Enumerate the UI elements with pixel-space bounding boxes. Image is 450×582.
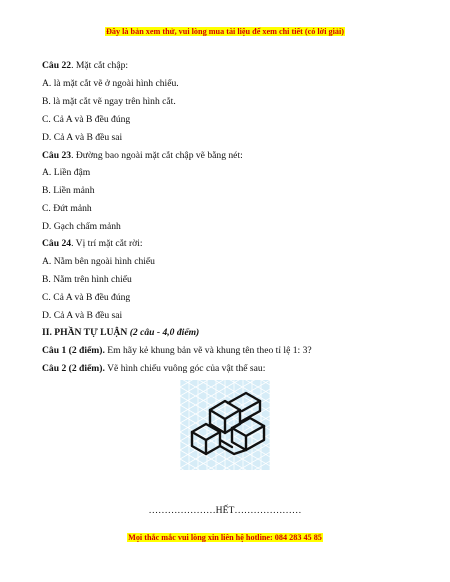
essay-question-2 xyxy=(42,363,265,375)
option-b: B. là mặt cắt vẽ ngay trên hình cắt. xyxy=(42,96,176,107)
essay-label: Câu 2 (2 điểm). xyxy=(42,363,105,374)
option-b: B. Nằm trên hình chiếu xyxy=(42,274,132,285)
question-text: . Vị trí mặt cắt rời: xyxy=(71,238,143,249)
question-number: Câu 24 xyxy=(42,238,72,249)
question-number: Câu 23 xyxy=(42,150,72,161)
option-b: B. Liền mảnh xyxy=(42,185,95,196)
section-heading xyxy=(42,327,199,339)
preview-notice: Đây là bản xem thử, vui lòng mua tài liệu để xem chi tiết (có lời giải) xyxy=(105,27,344,36)
isometric-figure xyxy=(180,380,270,470)
option-a: A. là mặt cắt vẽ ở ngoài hình chiếu. xyxy=(42,78,179,89)
question-text: . Mặt cắt chập: xyxy=(71,60,129,71)
end-marker: …………………HẾT………………… xyxy=(148,505,302,516)
option-d: D. Cả A và B đều sai xyxy=(42,132,123,143)
question-24 xyxy=(42,238,143,250)
essay-question-1 xyxy=(42,345,312,357)
option-a: A. Liền đậm xyxy=(42,167,91,178)
section-subtitle: (2 câu - 4,0 điểm) xyxy=(129,327,200,338)
isometric-object-icon xyxy=(180,380,270,470)
question-23 xyxy=(42,150,243,162)
essay-label: Câu 1 (2 điểm). xyxy=(42,345,105,356)
section-title: II. PHẦN TỰ LUẬN xyxy=(42,327,128,338)
option-d: D. Cả A và B đều sai xyxy=(42,310,123,321)
option-c: C. Cả A và B đều đúng xyxy=(42,292,131,303)
question-22 xyxy=(42,60,128,72)
question-text: . Đường bao ngoài mặt cắt chập vẽ bằng nét: xyxy=(71,150,243,161)
option-d: D. Gạch chấm mảnh xyxy=(42,221,121,232)
hotline-notice: Mọi thắc mắc vui lòng xin liên hệ hotline: 084 283 45 85 xyxy=(128,533,322,542)
option-a: A. Nằm bên ngoài hình chiếu xyxy=(42,256,155,267)
question-number: Câu 22 xyxy=(42,60,72,71)
option-c: C. Cả A và B đều đúng xyxy=(42,114,131,125)
option-c: C. Đứt mảnh xyxy=(42,203,92,214)
essay-text: Em hãy kẻ khung bản vẽ và khung tên theo tỉ lệ 1: 3? xyxy=(104,345,312,356)
essay-text: Vẽ hình chiếu vuông góc của vật thể sau: xyxy=(104,363,266,374)
